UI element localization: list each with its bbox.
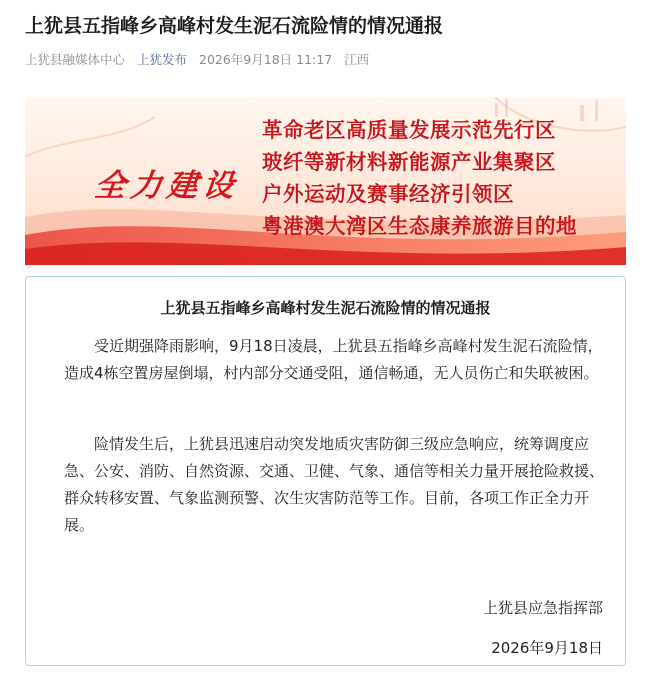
- notice-paragraph: 险情发生后，上犹县迅速启动突发地质灾害防御三级应急响应，统筹调度应急、公安、消防、自然资源、交通、卫健、气象、通信等相关力量开展抢险救援、群众转移安置、气象监测预警、次生灾害防范等工作。目前，各项工作正全力开展。: [64, 435, 605, 534]
- banner-line: 粤港澳大湾区生态康养旅游目的地: [262, 214, 577, 238]
- banner-lines: [262, 114, 577, 242]
- banner-line: 玻纤等新材料新能源产业集聚区: [262, 150, 556, 174]
- article-meta: [25, 50, 377, 70]
- promo-banner: [25, 97, 626, 265]
- article-title: 上犹县五指峰乡高峰村发生泥石流险情的情况通报: [25, 15, 444, 37]
- notice-card: [25, 276, 626, 666]
- notice-date: 2026年9月18日: [491, 639, 603, 657]
- article-datetime: 2026年9月18日 11:17: [199, 52, 333, 67]
- banner-slogan: 全力建设: [92, 168, 241, 204]
- banner-line: 户外运动及赛事经济引领区: [262, 182, 514, 206]
- notice-signature: 上犹县应急指挥部: [482, 599, 603, 617]
- notice-title: 上犹县五指峰乡高峰村发生泥石流险情的情况通报: [160, 299, 491, 317]
- article-region: 江西: [344, 52, 370, 67]
- account-link[interactable]: 上犹发布: [137, 52, 188, 67]
- article-source: 上犹县融媒体中心: [25, 52, 126, 67]
- notice-paragraph: 受近期强降雨影响，9月18日凌晨，上犹县五指峰乡高峰村发生泥石流险情，造成4栋空置房屋倒塌，村内部分交通受阻，通信畅通，无人员伤亡和失联被困。: [64, 337, 603, 382]
- banner-line: 革命老区高质量发展示范先行区: [262, 118, 556, 142]
